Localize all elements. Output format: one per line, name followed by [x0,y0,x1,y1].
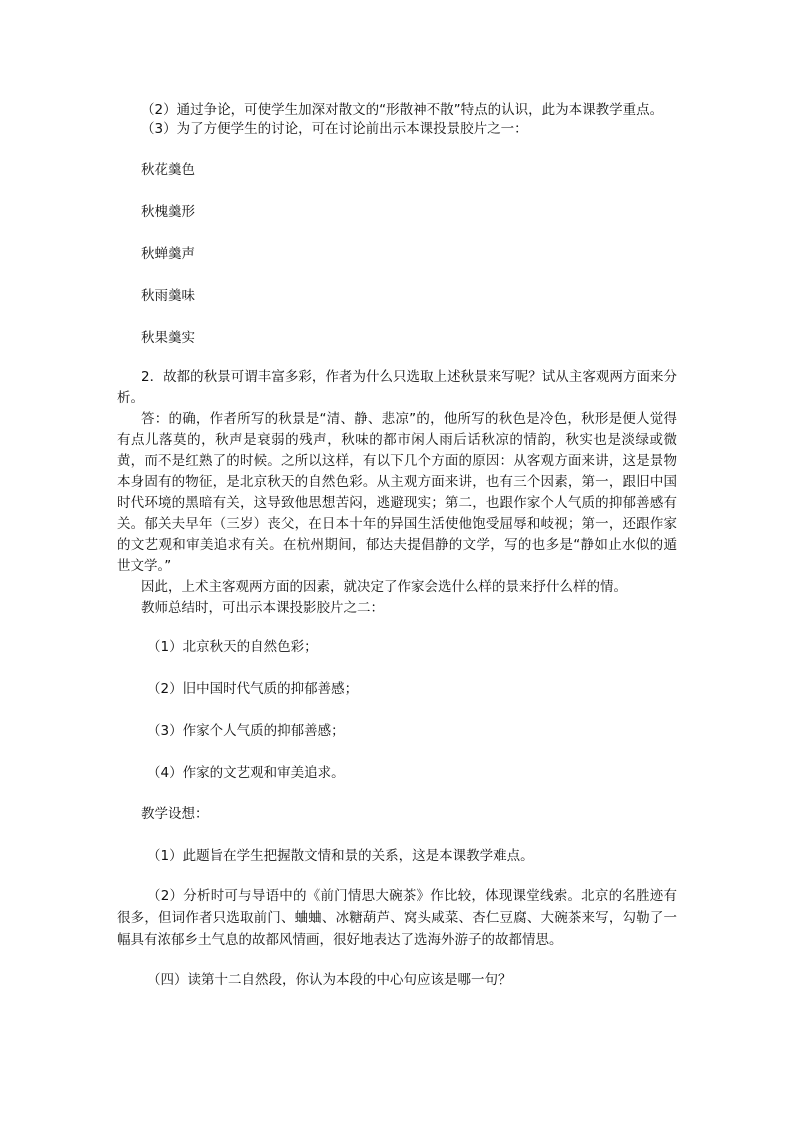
intro-note-3: （3）为了方便学生的讨论，可在讨论前出示本课投景胶片之一： [141,121,528,137]
slide-one-item: 秋花羹色 [141,162,195,178]
intro-note-2: （2）通过争论，可使学生加深对散文的“形散神不散”特点的认识，此为本课教学重点。 [141,102,664,118]
answer-two: 答：的确，作者所写的秋景是“清、静、悲凉”的，他所写的秋色是冷色，秋形是便人觉得有点儿落莫的，秋声是衰弱的残声，秋味的都市闲人雨后话秋凉的情韵，秋实也是淡绿或微黄，而不是红熟了的时候。之所以这样，有以下几个方面的原因：从客观方面来讲，这是景物本身固有的物征，是北京秋天的自然色彩。从主观方面来讲，也有三个因素，第一，跟旧中国时代环境的黑暗有关，这导致他思想苦闷，逃避现实；第二，也跟作家个人气质的抑郁善感有关。郁关夫早年（三岁）丧父，在日本十年的异国生活使他饱受屈辱和岐视；第一，还跟作家的文艺观和审美追求有关。在杭州期间，郁达夫提倡静的文学，写的也多是“静如止水似的遁世文学。” [117,411,677,574]
slide-two-item: （4）作家的文艺观和审美追求。 [147,765,345,781]
slide-one-item: 秋果羹实 [141,330,195,346]
teacher-summary: 教师总结时，可出示本课投影胶片之二： [141,600,384,616]
slide-one-item: 秋蝉羹声 [141,246,195,262]
design-point-block [117,885,677,951]
slide-two-item: （2）旧中国时代气质的抑郁善感； [147,681,359,697]
question-four: （四）读第十二自然段，你认为本段的中心句应该是哪一句？ [147,972,512,988]
design-heading: 教学设想： [141,806,209,822]
design-point: （2）分析时可与导语中的《前门情思大碗茶》作比较，体现课堂线索。北京的名胜迹有很多，但词作者只选取前门、蛐蛐、冰糖葫芦、窝头咸菜、杏仁豆腐、大碗茶来写，勾勒了一幅具有浓郁乡土气息的故都风情画，很好地表达了选海外游子的故都情思。 [117,888,677,948]
conclusion-two: 因此，上术主客观两方面的因素，就决定了作家会选什么样的景来抒什么样的情。 [141,579,627,595]
slide-one-item: 秋雨羹味 [141,288,195,304]
slide-two-item: （1）北京秋天的自然色彩； [147,639,318,655]
question-two-block [117,367,677,619]
slide-two-item: （3）作家个人气质的抑郁善感； [147,723,345,739]
slide-one-item: 秋槐羹形 [141,204,195,220]
design-point: （1）此题旨在学生把握散文情和景的关系，这是本课教学难点。 [147,848,534,864]
question-two: 2．故都的秋景可谓丰富多彩，作者为什么只选取上述秋景来写呢？试从主客观两方面来分析。 [117,369,677,406]
